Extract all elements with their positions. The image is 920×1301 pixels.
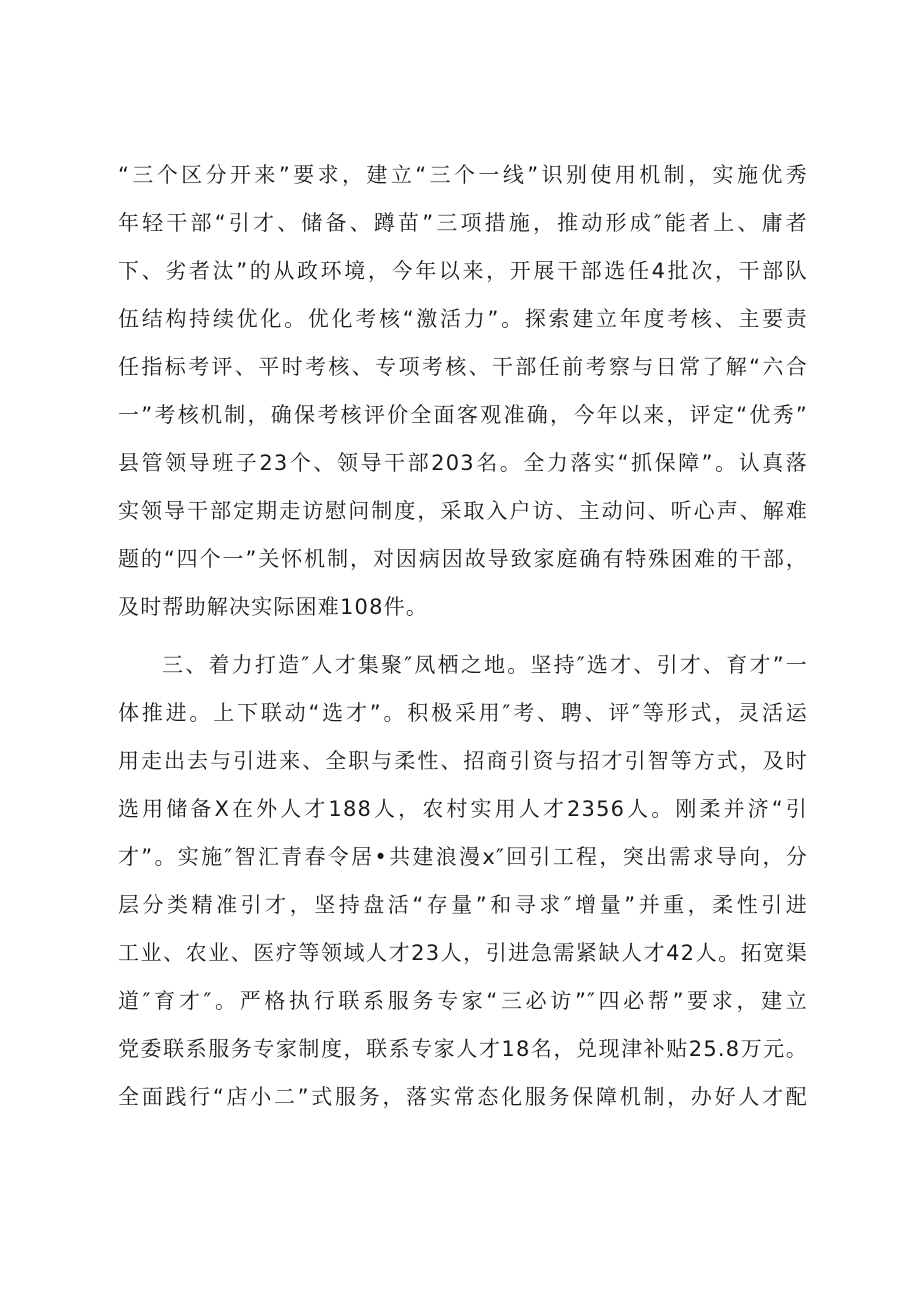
text-line: 一”考核机制，确保考核评价全面客观准确，今年以来，评定“优秀”: [118, 403, 808, 427]
text-line: 年轻干部“引才、储备、蹲苗”三项措施，推动形成″能者上、庸者: [118, 211, 808, 235]
text-line: 体推进。上下联动“选才”。积极采用″考、聘、评″等形式，灵活运: [118, 701, 808, 725]
text-line: 县管领导班子23个、领导干部203名。全力落实“抓保障”。认真落: [118, 451, 808, 475]
text-line: 实领导干部定期走访慰问制度，采取入户访、主动问、听心声、解难: [118, 499, 808, 523]
text-line: 下、劣者汰”的从政环境，今年以来，开展干部选任4批次，干部队: [118, 259, 808, 283]
text-line: 及时帮助解决实际困难108件。: [118, 595, 429, 619]
text-line: 道″育才″。严格执行联系服务专家“三必访”″四必帮”要求，建立: [118, 989, 808, 1013]
section-heading-line: 三、着力打造″人才集聚″凤栖之地。坚持″选才、引才、育才”一: [162, 653, 808, 677]
text-line: 伍结构持续优化。优化考核“激活力”。探索建立年度考核、主要责: [118, 307, 808, 331]
text-line: 层分类精准引才，坚持盘活“存量”和寻求″增量”并重，柔性引进: [118, 893, 808, 917]
text-line: 用走出去与引进来、全职与柔性、招商引资与招才引智等方式，及时: [118, 749, 808, 773]
text-line: 党委联系服务专家制度，联系专家人才18名，兑现津补贴25.8万元。: [118, 1037, 808, 1061]
text-line: 选用储备X在外人才188人，农村实用人才2356人。刚柔并济“引: [118, 797, 808, 821]
paragraph-talent-gathering: [118, 641, 808, 1121]
text-line: 题的“四个一”关怀机制，对因病因故导致家庭确有特殊困难的干部，: [118, 547, 808, 571]
text-line: “三个区分开来”要求，建立“三个一线”识别使用机制，实施优秀: [118, 163, 808, 187]
text-line: 才”。实施″智汇青春令居•共建浪漫x″回引工程，突出需求导向，分: [118, 845, 808, 869]
text-line: 工业、农业、医疗等领域人才23人，引进急需紧缺人才42人。拓宽渠: [118, 941, 808, 965]
text-line: 全面践行“店小二”式服务，落实常态化服务保障机制，办好人才配: [118, 1085, 808, 1109]
text-line: 任指标考评、平时考核、专项考核、干部任前考察与日常了解“六合: [118, 355, 808, 379]
paragraph-cadre-management: [118, 151, 808, 631]
